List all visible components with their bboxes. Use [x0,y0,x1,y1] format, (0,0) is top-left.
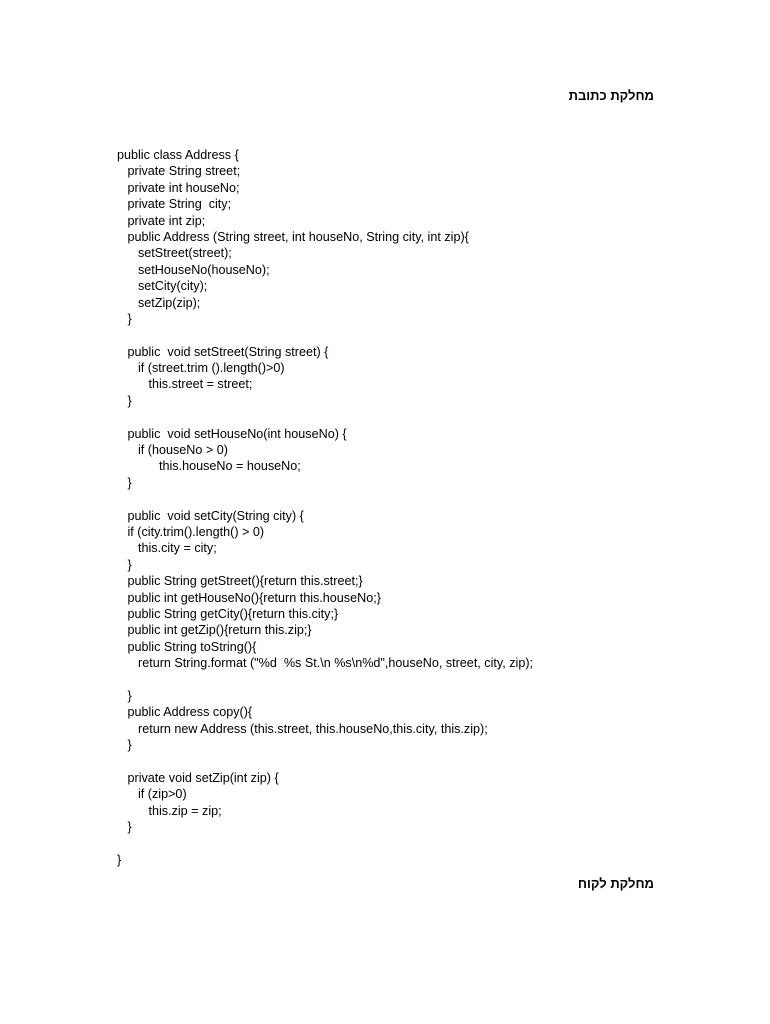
code-line: } [117,852,122,867]
code-line: if (street.trim ().length()>0) [117,361,285,376]
code-line: if (houseNo > 0) [117,443,228,458]
code-line [117,753,677,769]
code-line: private String city; [117,197,232,212]
code-line: setCity(city); [117,279,208,294]
code-line [117,672,677,688]
code-line: } [117,820,132,835]
code-line: this.city = city; [117,541,217,556]
code-line: public Address copy(){ [117,705,253,720]
code-line: public int getZip(){return this.zip;} [117,623,312,638]
code-line: public void setCity(String city) { [117,508,304,523]
code-line: } [117,688,132,703]
code-line: public void setHouseNo(int houseNo) { [117,426,347,441]
code-line: if (city.trim().length() > 0) [117,524,265,539]
code-line [117,491,677,507]
code-line: this.street = street; [117,377,253,392]
customer-class-heading: מחלקת לקוח [577,876,654,891]
code-line: if (zip>0) [117,787,187,802]
code-line: } [117,738,132,753]
code-line: public String getStreet(){return this.street;} [117,574,363,589]
address-class-code [117,147,677,868]
code-line: public int getHouseNo(){return this.houseNo;} [117,590,381,605]
code-line: public void setStreet(String street) { [117,344,329,359]
code-line: setHouseNo(houseNo); [117,262,270,277]
code-line: public String getCity(){return this.city;} [117,606,339,621]
address-class-heading: מחלקת כתובת [568,88,654,103]
code-line: private void setZip(int zip) { [117,770,279,785]
code-line: private String street; [117,164,241,179]
code-line: return String.format ("%d %s St.\n %s\n%d",houseNo, street, city, zip); [117,656,534,671]
code-line: private int houseNo; [117,180,240,195]
code-line: } [117,557,132,572]
code-line: public String toString(){ [117,639,257,654]
code-line: return new Address (this.street, this.houseNo,this.city, this.zip); [117,721,488,736]
code-line: } [117,475,132,490]
code-line [117,327,677,343]
code-line: this.zip = zip; [117,803,222,818]
code-line: private int zip; [117,213,206,228]
code-line: this.houseNo = houseNo; [117,459,301,474]
code-line [117,835,677,851]
code-line: } [117,311,132,326]
code-line: setStreet(street); [117,246,232,261]
code-line: } [117,393,132,408]
code-line: public class Address { [117,148,239,162]
code-line: setZip(zip); [117,295,201,310]
code-line [117,409,677,425]
code-line: public Address (String street, int houseNo, String city, int zip){ [117,229,469,244]
